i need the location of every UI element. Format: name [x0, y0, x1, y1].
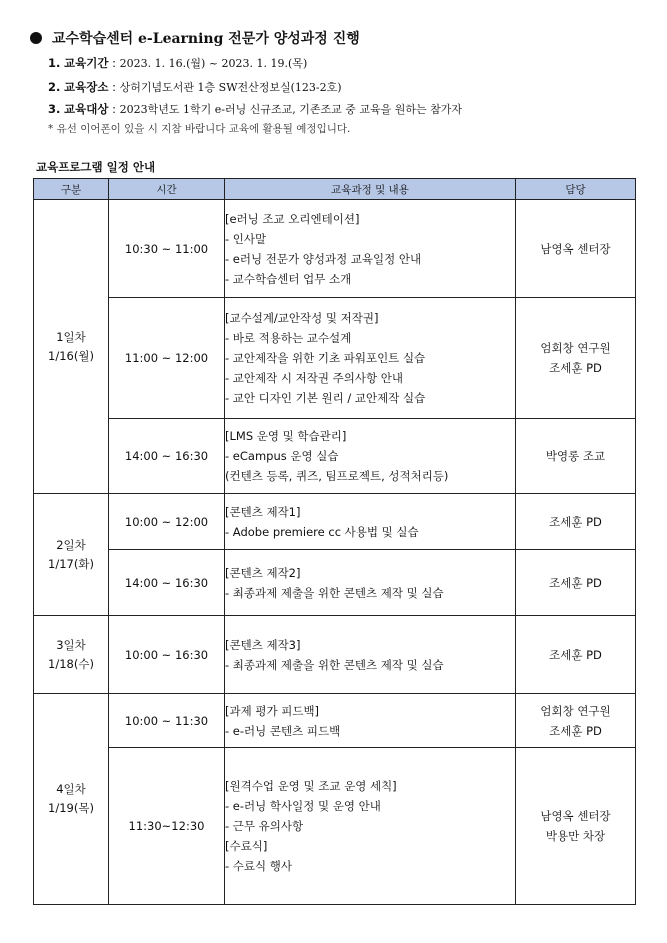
note-text: * 유선 이어폰이 있을 시 지참 바랍니다 교육에 활용될 예정입니다.	[48, 123, 351, 135]
info-value: 2023학년도 1학기 e-러닝 신규조교, 기존조교 중 교육을 원하는 참가자	[119, 103, 462, 116]
table-row	[34, 694, 636, 748]
table-row	[34, 494, 636, 550]
content-line: [교수설계/교안작성 및 저작권]	[225, 311, 379, 325]
content-line: - 교안 디자인 기본 원리 / 교안제작 실습	[225, 391, 426, 405]
info-number: 3.	[48, 102, 61, 116]
owner-name: 조세훈 PD	[549, 647, 602, 662]
owner-name: 남영옥 센터장	[540, 809, 611, 823]
owner-cell	[516, 419, 636, 494]
time-cell: 10:30 ~ 11:00	[109, 200, 225, 298]
owner-cell	[516, 494, 636, 550]
content-line: - 근무 유의사항	[225, 819, 304, 833]
owner-name: 조세훈 PD	[549, 361, 602, 375]
owner-cell	[516, 298, 636, 419]
header-content: 교육과정 및 내용	[225, 179, 516, 200]
content-line: [e러닝 조교 오리엔테이션]	[225, 211, 360, 226]
content-line: - 최종과제 제출을 위한 콘텐츠 제작 및 실습	[225, 657, 444, 672]
info-place: 2. 교육장소 : 상허기념도서관 1층 SW전산정보실(123-2호)	[48, 80, 342, 94]
content-line: [콘텐츠 제작1]	[225, 504, 301, 519]
day-cell	[34, 616, 109, 694]
content-cell	[225, 298, 516, 419]
owner-cell	[516, 694, 636, 748]
owner-name: 조세훈 PD	[549, 723, 602, 738]
day-label: 1일차	[56, 329, 86, 344]
content-cell	[225, 550, 516, 616]
content-line: [콘텐츠 제작2]	[225, 565, 301, 580]
info-number: 2.	[48, 80, 61, 94]
time-cell: 14:00 ~ 16:30	[109, 550, 225, 616]
header-category: 구분	[34, 179, 109, 200]
content-line: - e-러닝 학사일정 및 운영 안내	[225, 799, 381, 813]
content-line: [콘텐츠 제작3]	[225, 637, 301, 652]
day-cell	[34, 494, 109, 616]
day-date: 1/19(목)	[48, 801, 94, 815]
schedule-title: 교육프로그램 일정 안내	[36, 160, 156, 174]
time-cell: 11:30~12:30	[109, 748, 225, 905]
content-line: - eCampus 운영 실습	[225, 449, 339, 463]
content-line: [LMS 운영 및 학습관리]	[225, 429, 347, 443]
owner-name: 박용만 차장	[545, 829, 606, 843]
info-label: 교육대상	[64, 102, 109, 116]
time-cell: 10:00 ~ 12:00	[109, 494, 225, 550]
content-line: - 교안제작 시 저작권 주의사항 안내	[225, 371, 403, 385]
day-cell	[34, 694, 109, 905]
content-line: [수료식]	[225, 839, 268, 853]
content-cell	[225, 419, 516, 494]
info-number: 1.	[48, 56, 61, 70]
section-heading	[30, 28, 360, 48]
time-cell: 14:00 ~ 16:30	[109, 419, 225, 494]
content-line: - 수료식 행사	[225, 859, 293, 873]
time-cell: 11:00 ~ 12:00	[109, 298, 225, 419]
content-cell	[225, 748, 516, 905]
table-header-row	[34, 179, 636, 200]
content-line: - e-러닝 콘텐츠 피드백	[225, 723, 341, 738]
content-line: - 최종과제 제출을 위한 콘텐츠 제작 및 실습	[225, 585, 444, 600]
table-row	[34, 748, 636, 905]
info-value: 2023. 1. 16.(월) ~ 2023. 1. 19.(목)	[119, 57, 308, 70]
owner-cell	[516, 616, 636, 694]
day-date: 1/16(월)	[48, 348, 94, 363]
content-line: - Adobe premiere cc 사용법 및 실습	[225, 524, 419, 539]
info-target: 3. 교육대상 : 2023학년도 1학기 e-러닝 신규조교, 기존조교 중 교육을 원하는 참가자	[48, 102, 462, 116]
table-row	[34, 616, 636, 694]
content-line: (컨텐츠 등록, 퀴즈, 팀프로젝트, 성적처리등)	[225, 469, 449, 483]
info-label: 교육기간	[64, 56, 109, 70]
bullet-circle-icon	[30, 32, 42, 44]
content-line: - 바로 적용하는 교수설계	[225, 331, 352, 345]
content-cell	[225, 200, 516, 298]
heading-text: 교수학습센터 e-Learning 전문가 양성과정 진행	[52, 31, 360, 47]
owner-name: 엄회창 연구원	[540, 703, 611, 718]
day-date: 1/18(수)	[48, 656, 94, 671]
owner-name: 박영롱 조교	[545, 449, 606, 463]
day-label: 3일차	[56, 637, 86, 652]
time-cell: 10:00 ~ 16:30	[109, 616, 225, 694]
day-label: 2일차	[56, 537, 86, 552]
content-line: [원격수업 운영 및 조교 운영 세칙]	[225, 779, 397, 793]
day-cell	[34, 200, 109, 494]
owner-cell	[516, 550, 636, 616]
content-line: - e러닝 전문가 양성과정 교육일정 안내	[225, 251, 422, 266]
info-value: 상허기념도서관 1층 SW전산정보실(123-2호)	[119, 81, 342, 94]
table-row	[34, 419, 636, 494]
day-label: 4일차	[56, 782, 86, 796]
content-line: - 인사말	[225, 231, 267, 246]
content-cell	[225, 694, 516, 748]
schedule-table	[33, 178, 636, 905]
header-time: 시간	[109, 179, 225, 200]
content-line: - 교안제작을 위한 기초 파워포인트 실습	[225, 351, 426, 365]
owner-name: 남영옥 센터장	[540, 241, 611, 256]
time-cell: 10:00 ~ 11:30	[109, 694, 225, 748]
table-row	[34, 298, 636, 419]
table-row	[34, 550, 636, 616]
content-line: - 교수학습센터 업무 소개	[225, 271, 352, 286]
content-cell	[225, 494, 516, 550]
info-label: 교육장소	[64, 80, 109, 94]
content-line: [과제 평가 피드백]	[225, 703, 320, 718]
owner-name: 엄회창 연구원	[540, 341, 611, 355]
table-row	[34, 200, 636, 298]
info-period: 1. 교육기간 : 2023. 1. 16.(월) ~ 2023. 1. 19.(목)	[48, 56, 308, 70]
day-date: 1/17(화)	[48, 556, 94, 571]
owner-cell	[516, 748, 636, 905]
header-owner: 담당	[516, 179, 636, 200]
owner-cell	[516, 200, 636, 298]
owner-name: 조세훈 PD	[549, 575, 602, 590]
owner-name: 조세훈 PD	[549, 514, 602, 529]
content-cell	[225, 616, 516, 694]
